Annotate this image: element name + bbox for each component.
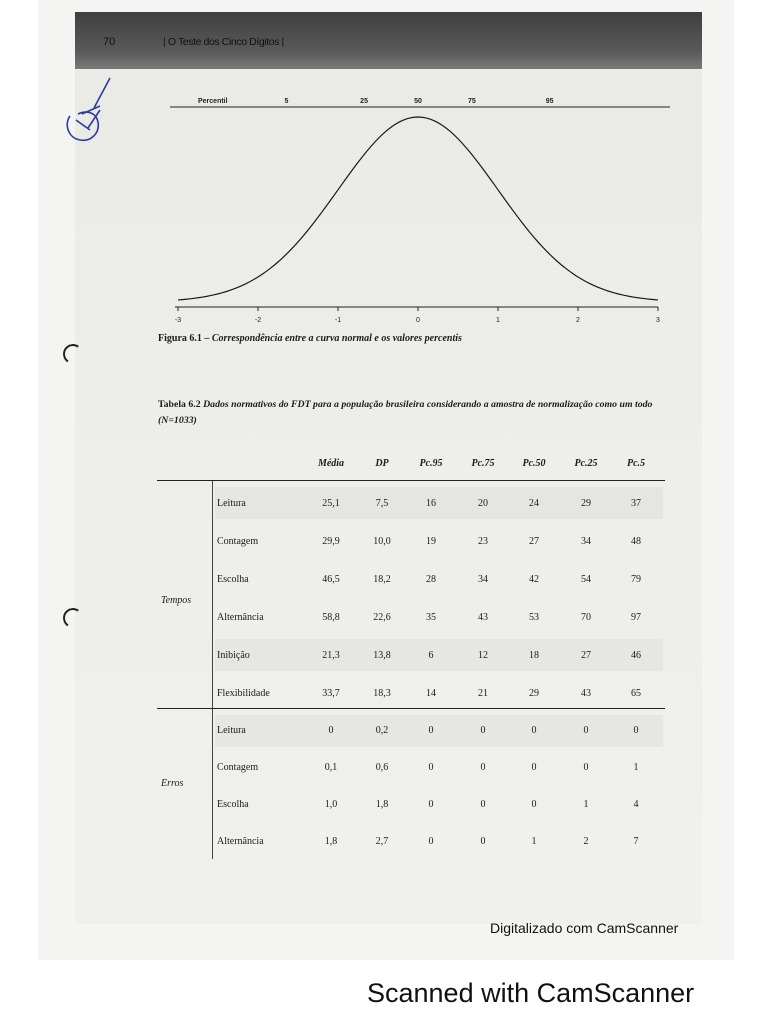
table-cell: 21,3 <box>322 650 340 661</box>
group-vertical-rule-tempos <box>212 481 213 708</box>
table-cell: 7 <box>633 836 639 847</box>
group-label: Tempos <box>161 595 192 606</box>
table-cell: 1 <box>633 762 639 773</box>
table-cell: 0 <box>531 762 537 773</box>
table-cell: 43 <box>581 688 591 699</box>
table-cell: 27 <box>529 536 539 547</box>
table-cell: 97 <box>631 612 641 623</box>
table-row-label: Alternância <box>217 836 264 847</box>
table-cell: 19 <box>426 536 436 547</box>
group-separator-rule <box>157 708 665 709</box>
table-row-label: Alternância <box>217 612 264 623</box>
header-band <box>75 12 702 69</box>
column-header: Pc.25 <box>574 458 598 469</box>
column-header: Média <box>317 458 345 469</box>
table-cell: 1,8 <box>375 799 389 810</box>
x-axis-ticks <box>175 307 660 324</box>
table-cell: 46,5 <box>322 574 340 585</box>
table-row-label: Leitura <box>217 498 246 509</box>
table-cell: 42 <box>529 574 539 585</box>
table-cell: 27 <box>581 650 591 661</box>
table-cell: 24 <box>529 498 539 509</box>
table-cell: 0 <box>583 762 589 773</box>
running-head: | O Teste dos Cinco Dígitos | <box>163 36 284 48</box>
handwritten-mark <box>60 76 120 151</box>
table-cell: 0 <box>428 799 434 810</box>
table-caption-text: Dados normativos do FDT para a população brasileira considerando a amostra de normalização como um todo (N=1033) <box>158 399 653 426</box>
table-cell: 1 <box>531 836 537 847</box>
table-cell: 23 <box>478 536 488 547</box>
percentile-tick-label: 95 <box>545 98 554 105</box>
table-cell: 29 <box>581 498 591 509</box>
percentile-ticks <box>284 98 553 105</box>
table-cell: 37 <box>631 498 641 509</box>
figure-caption-label: Figura 6.1 – <box>158 333 210 344</box>
table-cell: 0 <box>480 799 486 810</box>
table-cell: 1,0 <box>324 799 338 810</box>
table-row-label: Escolha <box>217 799 249 810</box>
table-cell: 4 <box>633 799 639 810</box>
page-number: 70 <box>103 36 116 48</box>
table-row-label: Inibição <box>217 650 250 661</box>
table-cell: 25,1 <box>322 498 340 509</box>
table-cell: 29 <box>529 688 539 699</box>
table-cell: 0,1 <box>324 762 338 773</box>
table-cell: 13,8 <box>373 650 391 661</box>
column-header: Pc.50 <box>522 458 546 469</box>
table-cell: 6 <box>428 650 434 661</box>
table-cell: 0 <box>480 762 486 773</box>
normal-curve-figure <box>165 87 675 327</box>
table-cell: 16 <box>426 498 436 509</box>
camscanner-watermark-big: Scanned with CamScanner <box>367 978 695 1008</box>
table-cell: 0 <box>633 725 639 736</box>
percentile-tick-label: 75 <box>468 98 476 105</box>
percentile-tick-label: 50 <box>414 98 422 105</box>
x-tick-label: -3 <box>174 317 182 324</box>
table-cell: 34 <box>478 574 488 585</box>
table-cell: 7,5 <box>375 498 389 509</box>
table-cell: 33,7 <box>322 688 340 699</box>
book-page <box>75 12 702 924</box>
table-cell: 20 <box>478 498 488 509</box>
table-row-label: Leitura <box>217 725 246 736</box>
table-cell: 0 <box>428 725 434 736</box>
group-label: Erros <box>161 778 184 789</box>
column-header: DP <box>375 458 389 469</box>
table-cell: 53 <box>529 612 539 623</box>
table-cell: 35 <box>426 612 436 623</box>
group-vertical-rule-erros <box>212 709 213 859</box>
percentil-label: Percentil <box>198 98 228 105</box>
column-header: Pc.75 <box>471 458 495 469</box>
table-cell: 70 <box>581 612 591 623</box>
percentile-tick-label: 5 <box>284 98 289 105</box>
table-cell: 0 <box>531 799 537 810</box>
table-cell: 12 <box>478 650 488 661</box>
table-cell: 0 <box>480 725 486 736</box>
table-cell: 0 <box>583 725 589 736</box>
table-cell: 0 <box>428 762 434 773</box>
table-cell: 2 <box>583 836 589 847</box>
table-cell: 0,2 <box>375 725 389 736</box>
x-tick-label: -2 <box>254 317 262 324</box>
table-cell: 22,6 <box>373 612 391 623</box>
table-cell: 48 <box>631 536 641 547</box>
percentile-tick-label: 25 <box>360 98 368 105</box>
table-cell: 58,8 <box>322 612 340 623</box>
table-cell: 0 <box>480 836 486 847</box>
table-cell: 14 <box>426 688 436 699</box>
table-cell: 18 <box>529 650 539 661</box>
table-cell: 0,6 <box>375 762 389 773</box>
x-tick-label: 2 <box>576 317 580 324</box>
table-cell: 1 <box>583 799 589 810</box>
figure-caption-text: Correspondência entre a curva normal e os valores percentis <box>211 333 462 344</box>
x-tick-label: -1 <box>334 317 342 324</box>
camscanner-watermark-small: Digitalizado com CamScanner <box>490 920 679 936</box>
x-tick-label: 0 <box>416 317 420 324</box>
table-cell: 0 <box>428 836 434 847</box>
table-cell: 46 <box>631 650 641 661</box>
table-cell: 0 <box>328 725 334 736</box>
table-cell: 1,8 <box>324 836 338 847</box>
table-cell: 10,0 <box>373 536 391 547</box>
table-cell: 43 <box>478 612 488 623</box>
table-row-label: Contagem <box>217 762 259 773</box>
table-caption <box>158 397 668 429</box>
table-row-label: Contagem <box>217 536 259 547</box>
table-caption-label: Tabela 6.2 <box>158 399 201 410</box>
table-cell: 2,7 <box>375 836 389 847</box>
table-top-rule <box>157 480 665 481</box>
table-row-label: Flexibilidade <box>217 688 270 699</box>
table-cell: 29,9 <box>322 536 340 547</box>
normal-curve <box>178 117 658 300</box>
table-cell: 79 <box>631 574 641 585</box>
x-tick-label: 1 <box>496 317 500 324</box>
table-cell: 21 <box>478 688 488 699</box>
column-header: Pc.95 <box>419 458 443 469</box>
x-tick-label: 3 <box>656 317 660 324</box>
table-cell: 18,2 <box>373 574 391 585</box>
table-cell: 34 <box>581 536 591 547</box>
table-row-label: Escolha <box>217 574 249 585</box>
table-cell: 0 <box>531 725 537 736</box>
table-cell: 28 <box>426 574 436 585</box>
column-header: Pc.5 <box>626 458 646 469</box>
table-cell: 54 <box>581 574 591 585</box>
table-cell: 65 <box>631 688 641 699</box>
figure-caption <box>158 333 462 344</box>
table-cell: 18,3 <box>373 688 391 699</box>
